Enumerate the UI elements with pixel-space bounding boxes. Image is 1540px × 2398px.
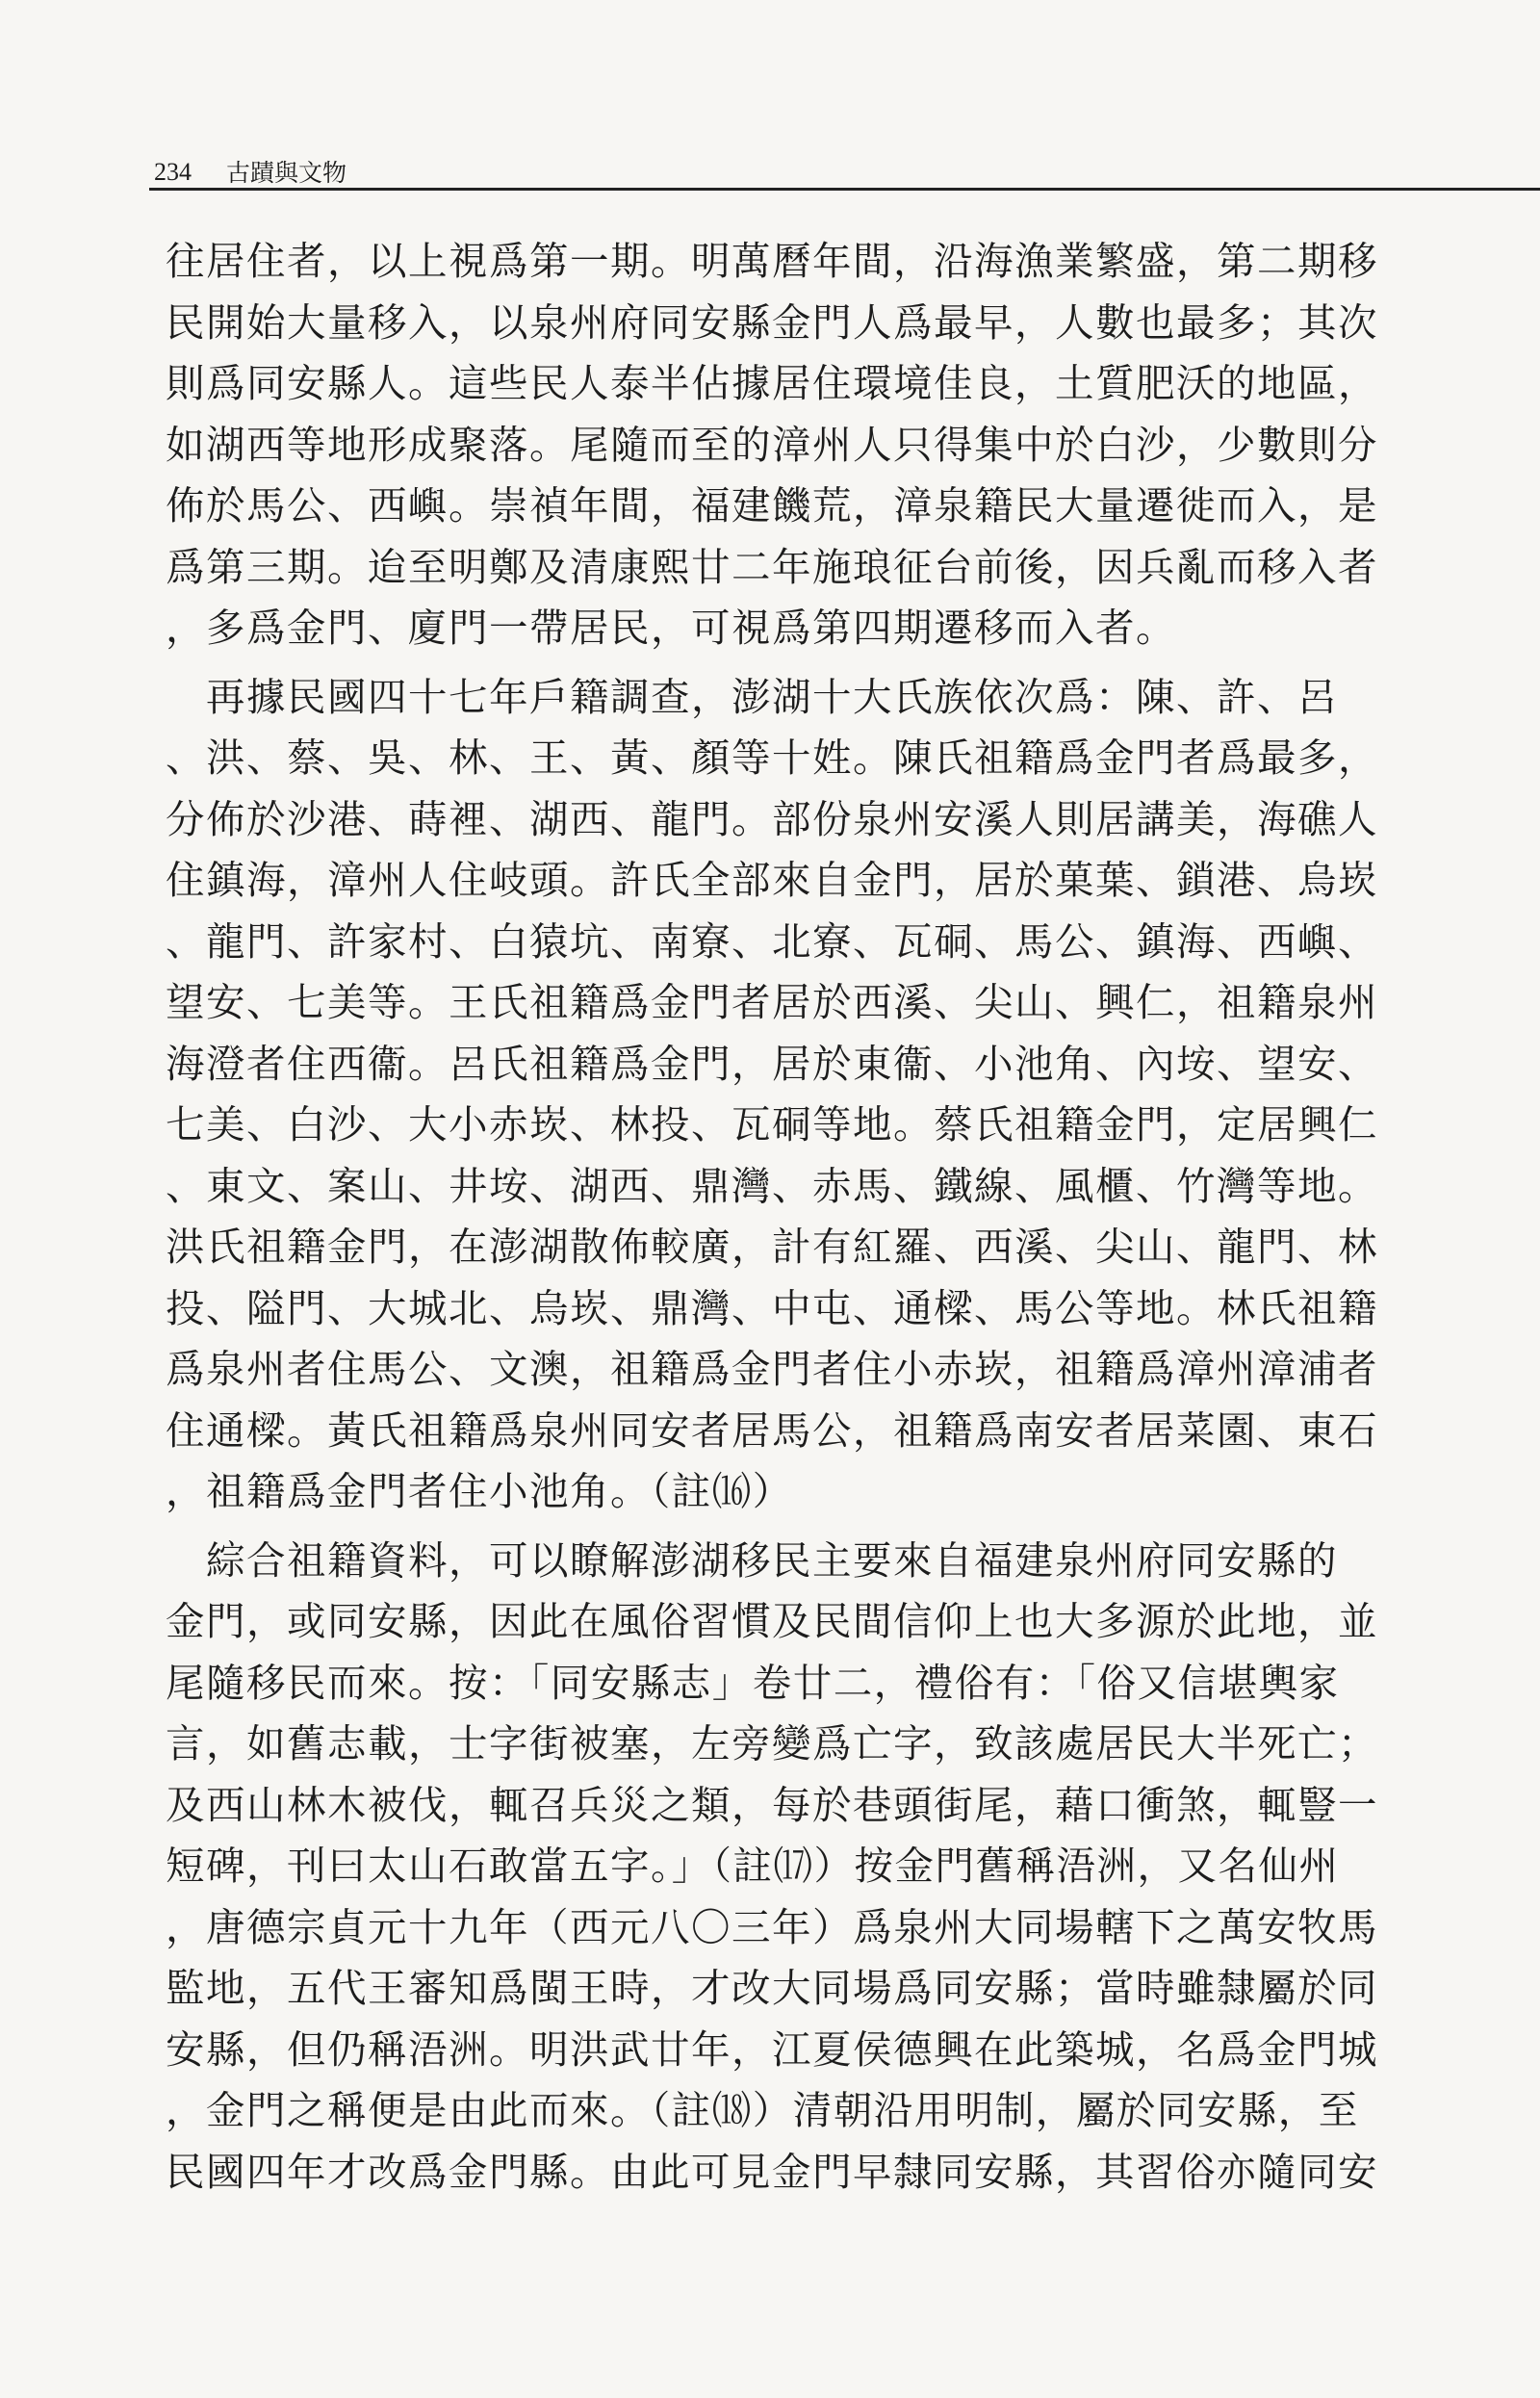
text-line: 爲第三期。迨至明鄭及清康熙廿二年施琅征台前後，因兵亂而移入者	[166, 543, 1378, 590]
text-line: 如湖西等地形成聚落。尾隨而至的漳州人只得集中於白沙，少數則分	[166, 421, 1378, 468]
text-line: 、東文、案山、井垵、湖西、鼎灣、赤馬、鐵線、風櫃、竹灣等地。	[166, 1162, 1378, 1209]
body-text	[166, 231, 1532, 2203]
header-rule	[149, 188, 1540, 191]
text-line: ，多爲金門、廈門一帶居民，可視爲第四期遷移而入者。	[166, 605, 1176, 651]
text-line: 、洪、蔡、吳、林、王、黃、顏等十姓。陳氏祖籍爲金門者爲最多，	[166, 735, 1378, 781]
text-line: 投、隘門、大城北、烏崁、鼎灣、中屯、通樑、馬公等地。林氏祖籍	[166, 1284, 1378, 1331]
text-line: 及西山林木被伐，輒召兵災之類，每於巷頭街尾，藉口衝煞，輒豎一	[166, 1781, 1378, 1828]
page-number: 234	[154, 158, 192, 186]
text-line: 短碑，刊曰太山石敢當五字。」（註⒄）按金門舊稱浯洲，又名仙州	[166, 1843, 1340, 1889]
text-line: 海澄者住西衞。呂氏祖籍爲金門，居於東衞、小池角、內垵、望安、	[166, 1040, 1378, 1087]
text-line: ，祖籍爲金門者住小池角。（註⒃）	[166, 1468, 793, 1514]
text-line: 綜合祖籍資料，可以瞭解澎湖移民主要來自福建泉州府同安縣的	[166, 1536, 1338, 1584]
paragraph-3	[166, 1531, 1532, 2204]
text-line: 爲泉州者住馬公、文澳，祖籍爲金門者住小赤崁，祖籍爲漳州漳浦者	[166, 1346, 1378, 1392]
text-line: 洪氏祖籍金門，在澎湖散佈較廣，計有紅羅、西溪、尖山、龍門、林	[166, 1224, 1378, 1270]
text-line: 、龍門、許家村、白猿坑、南寮、北寮、瓦硐、馬公、鎮海、西嶼、	[166, 917, 1378, 965]
text-line: ，唐德宗貞元十九年（西元八〇三年）爲泉州大同場轄下之萬安牧馬	[166, 1903, 1378, 1950]
text-line: 尾隨移民而來。按：「同安縣志」卷廿二，禮俗有：「俗又信堪輿家	[166, 1659, 1340, 1706]
text-line: 七美、白沙、大小赤崁、林投、瓦硐等地。蔡氏祖籍金門，定居興仁	[166, 1101, 1378, 1147]
text-line: 住鎮海，漳州人住岐頭。許氏全部來自金門，居於菓葉、鎖港、烏崁	[166, 857, 1378, 903]
text-line: 金門，或同安縣，因此在風俗習慣及民間信仰上也大多源於此地，並	[166, 1598, 1378, 1644]
text-line: 分佈於沙港、蒔裡、湖西、龍門。部份泉州安溪人則居講美，海礁人	[166, 795, 1378, 842]
text-line: 往居住者，以上視爲第一期。明萬曆年間，沿海漁業繁盛，第二期移	[166, 238, 1378, 284]
text-line: 民開始大量移入，以泉州府同安縣金門人爲最早，人數也最多；其次	[166, 298, 1378, 346]
text-line: 住通樑。黃氏祖籍爲泉州同安者居馬公，祖籍爲南安者居菜園、東石	[166, 1406, 1378, 1454]
page-header	[154, 144, 1540, 185]
text-line: 佈於馬公、西嶼。崇禎年間，福建饑荒，漳泉籍民大量遷徙而入，是	[166, 482, 1378, 529]
text-line: 望安、七美等。王氏祖籍爲金門者居於西溪、尖山、興仁，祖籍泉州	[166, 979, 1378, 1025]
paragraph-2	[166, 667, 1532, 1523]
text-line: 則爲同安縣人。這些民人泰半佔據居住環境佳良，土質肥沃的地區，	[166, 360, 1378, 406]
paragraph-1	[166, 231, 1532, 659]
text-line: 再據民國四十七年戶籍調查，澎湖十大氏族依次爲：陳、許、呂	[166, 673, 1338, 720]
text-line: ，金門之稱便是由此而來。（註⒅）清朝沿用明制，屬於同安縣，至	[166, 2087, 1359, 2133]
text-line: 言，如舊志載，士字街被塞，左旁變爲亡字，致該處居民大半死亡；	[166, 1720, 1378, 1766]
text-line: 民國四年才改爲金門縣。由此可見金門早隸同安縣，其習俗亦隨同安	[166, 2148, 1378, 2195]
running-title: 古蹟與文物	[226, 159, 347, 187]
text-line: 監地，五代王審知爲閩王時，才改大同場爲同安縣；當時雖隸屬於同	[166, 1965, 1378, 2011]
text-line: 安縣，但仍稱浯洲。明洪武廿年，江夏侯德興在此築城，名爲金門城	[166, 2025, 1378, 2073]
